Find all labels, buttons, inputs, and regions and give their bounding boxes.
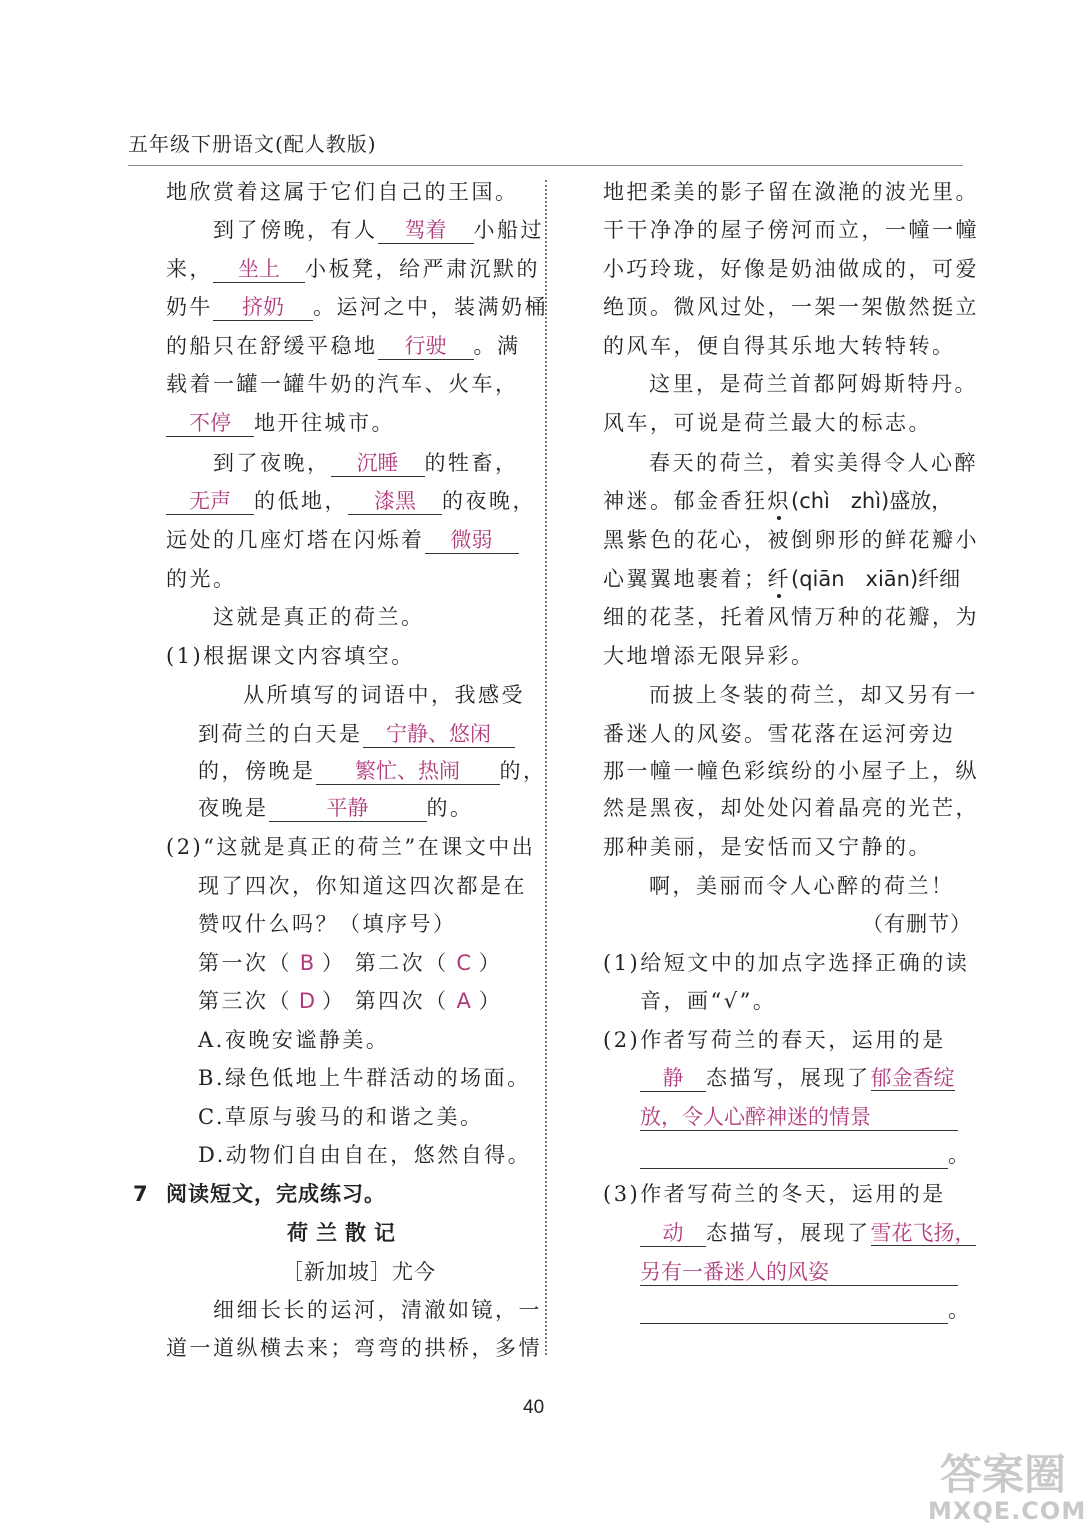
essay-line: 细的花茎，托着风情万种的花瓣，为 [603, 605, 979, 629]
passage-line: 的船只在舒缓平稳地 行驶 。满 [166, 334, 521, 358]
passage-line: 远处的几座灯塔在闪烁着 微弱 [166, 526, 519, 554]
question-text: 。 [640, 1296, 972, 1324]
question-text: 赞叹什么吗？（填序号） [198, 912, 457, 936]
answer-blank: 沉睡 [331, 450, 425, 477]
answer-blank: 静 [640, 1065, 706, 1092]
passage-line: 的光。 [166, 567, 237, 591]
answer-blank: 无声 [166, 488, 254, 515]
question-2: (2)“这就是真正的荷兰”在课文中出 [166, 835, 536, 859]
option-d: D.动物们自由自在，悠然自得。 [198, 1143, 532, 1167]
page-number: 40 [523, 1397, 545, 1418]
answer-blank: 漆黑 [348, 488, 442, 515]
abridged-note: （有删节） [862, 912, 972, 936]
question-text: 。 [640, 1141, 972, 1169]
answer-blank: 驾着 [378, 217, 474, 244]
essay-line: 春天的荷兰，着实美得令人心醉 [649, 451, 978, 475]
option-a: A.夜晚安谧静美。 [198, 1028, 390, 1052]
passage-line: 地欣赏着这属于它们自己的王国。 [166, 180, 519, 204]
essay-line: 而披上冬装的荷兰，却又另有一 [649, 683, 978, 707]
essay-title: 荷兰散记 [287, 1220, 403, 1245]
watermark-text: 答案圈 [939, 1450, 1066, 1499]
question-1: (1)根据课文内容填空。 [166, 644, 415, 668]
essay-line: 这里，是荷兰首都阿姆斯特丹。 [649, 372, 978, 396]
essay-line: 干干净净的屋子傍河而立，一幢一幢 [603, 218, 979, 242]
essay-line: 道一道纵横去来；弯弯的拱桥，多情 [166, 1336, 542, 1360]
question-1: (1)给短文中的加点字选择正确的读 [603, 951, 970, 975]
question-text: 静 态描写，展现了郁金香绽 [640, 1064, 955, 1092]
essay-line: 的风车，便自得其乐地大转特转。 [603, 334, 956, 358]
passage-line: 不停 地开往城市。 [166, 409, 395, 437]
answer-choice: C [456, 951, 472, 975]
essay-line: 啊，美丽而令人心醉的荷兰！ [649, 874, 955, 898]
question-text: 现了四次，你知道这四次都是在 [198, 874, 527, 898]
essay-line: 小巧玲珑，好像是奶油做成的，可爱 [603, 257, 979, 281]
dotted-character: 炽 [767, 489, 791, 513]
question-2: (2)作者写荷兰的春天，运用的是 [603, 1028, 946, 1052]
essay-line: 黑紫色的花心，被倒卵形的鲜花瓣小 [603, 528, 979, 552]
answer-blank: 繁忙、热闹 [316, 758, 500, 785]
passage-line: 到了夜晚， 沉睡 的牲畜， [213, 451, 519, 475]
question-text: 夜晚是 平静 的。 [198, 796, 474, 820]
passage-line: 来， 坐上 小板凳，给严肃沉默的 [166, 257, 540, 281]
answer-choice: D [298, 989, 316, 1013]
question-text [640, 1103, 958, 1131]
essay-line: 番迷人的风姿。雪花落在运河旁边 [603, 722, 956, 746]
pinyin-options: (qiān xiān)纤细 [791, 567, 961, 591]
question-text: 到荷兰的白天是 宁静、悠闲 [198, 720, 515, 748]
watermark-logo [928, 1450, 1087, 1532]
essay-line: 那一幢一幢色彩缤纷的小屋子上，纵 [603, 759, 979, 783]
question-text: 从所填写的词语中，我感受 [243, 683, 525, 707]
answer-blank: 不停 [166, 410, 254, 437]
question-text [640, 1258, 958, 1286]
answer-row: 第一次（ B ） 第二次（ C ） [198, 951, 503, 975]
passage-line: 载着一罐一罐牛奶的汽车、火车， [166, 372, 519, 396]
passage-line: 奶牛 挤奶 。运河之中，装满奶桶 [166, 295, 548, 319]
header-rule [128, 165, 963, 166]
answer-blank: 行驶 [378, 333, 474, 360]
answer-row: 第三次（ D ） 第四次（ A ） [198, 989, 503, 1013]
passage-line: 无声 的低地， 漆黑 的夜晚， [166, 487, 536, 515]
answer-line: 雪花飞扬， [870, 1221, 976, 1245]
answer-blank: 宁静、悠闲 [363, 721, 515, 748]
answer-blank: 平静 [269, 795, 427, 822]
question-text: 音，画“√”。 [640, 989, 777, 1013]
essay-line: 细细长长的运河，清澈如镜，一 [213, 1298, 542, 1322]
answer-line: 另有一番迷人的风姿 [640, 1259, 958, 1286]
answer-line [640, 1142, 948, 1169]
passage-line: 这就是真正的荷兰。 [213, 605, 425, 629]
essay-author: ［新加坡］尤今 [282, 1260, 436, 1284]
task-instruction: 阅读短文，完成练习。 [166, 1182, 386, 1206]
answer-choice: A [456, 989, 471, 1013]
answer-choice: B [299, 951, 315, 975]
answer-blank: 坐上 [213, 256, 305, 283]
answer-blank: 动 [640, 1220, 706, 1247]
option-b: B.绿色低地上牛群活动的场面。 [198, 1066, 531, 1090]
answer-line [640, 1297, 948, 1324]
essay-line: 然是黑夜，却处处闪着晶亮的光芒， [603, 796, 979, 820]
passage-line: 到了傍晚，有人 驾着 小船过 [213, 218, 544, 242]
answer-line: 放，令人心醉神迷的情景 [640, 1104, 958, 1131]
answer-line: 郁金香绽 [870, 1066, 955, 1090]
essay-line: 大地增添无限异彩。 [603, 644, 815, 668]
option-c: C.草原与骏马的和谐之美。 [198, 1105, 484, 1129]
book-header: 五年级下册语文(配人教版) [128, 132, 377, 156]
question-3: (3)作者写荷兰的冬天，运用的是 [603, 1182, 946, 1206]
essay-line: 风车，可说是荷兰最大的标志。 [603, 411, 932, 435]
essay-line: 那种美丽，是安恬而又宁静的。 [603, 835, 932, 859]
watermark-url: MXQE.COM [928, 1497, 1087, 1525]
essay-line: 地把柔美的影子留在潋滟的波光里。 [603, 180, 979, 204]
question-text: 动 态描写，展现了雪花飞扬， [640, 1219, 976, 1247]
dotted-character: 纤 [767, 567, 791, 591]
essay-line: 心翼翼地裹着；纤(qiān xiān)纤细 [603, 567, 961, 591]
pinyin-options: (chì zhì)盛放， [791, 489, 953, 513]
question-text: 的，傍晚是 繁忙、热闹 的， [198, 759, 547, 783]
answer-blank: 微弱 [425, 527, 519, 554]
task-number: 7 [133, 1182, 148, 1206]
essay-line: 神迷。郁金香狂炽(chì zhì)盛放， [603, 489, 953, 513]
essay-line: 绝顶。微风过处，一架一架傲然挺立 [603, 295, 979, 319]
answer-blank: 挤奶 [213, 294, 313, 321]
